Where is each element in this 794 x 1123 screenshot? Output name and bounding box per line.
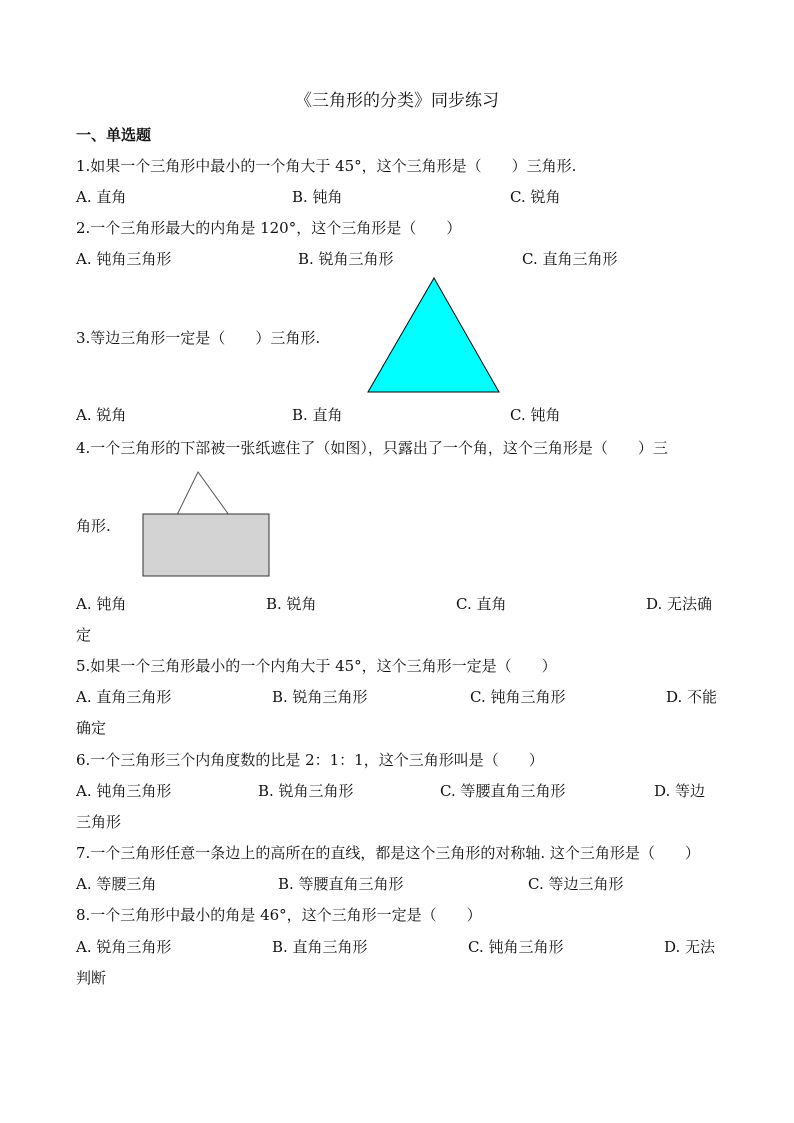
- question-4-stem-continued: 角形.: [76, 517, 111, 535]
- question-6-option-d-continued: 三角形: [76, 813, 122, 831]
- question-8-stem: 8.一个三角形中最小的角是 46°，这个三角形一定是（ ）: [76, 906, 482, 924]
- question-7-stem: 7.一个三角形任意一条边上的高所在的直线，都是这个三角形的对称轴. 这个三角形是（ ）: [76, 844, 700, 862]
- question-6-option-d: D. 等边: [654, 782, 706, 800]
- section-heading: 一、单选题: [76, 126, 152, 144]
- question-1-option-c: C. 锐角: [510, 188, 561, 206]
- question-7-option-c: C. 等边三角形: [528, 875, 624, 893]
- question-8-option-c: C. 钝角三角形: [468, 938, 564, 956]
- question-2-stem: 2.一个三角形最大的内角是 120°，这个三角形是（ ）: [76, 219, 462, 237]
- question-7-option-b: B. 等腰直角三角形: [278, 875, 404, 893]
- question-4-option-c: C. 直角: [456, 595, 507, 613]
- question-6-stem: 6.一个三角形三个内角度数的比是 2：1：1，这个三角形叫是（ ）: [76, 751, 544, 769]
- question-5-option-d-continued: 确定: [76, 719, 107, 737]
- question-8-option-d: D. 无法: [664, 938, 716, 956]
- question-8-option-b: B. 直角三角形: [272, 938, 368, 956]
- question-4-option-a: A. 钝角: [76, 595, 127, 613]
- question-2-option-a: A. 钝角三角形: [76, 250, 172, 268]
- question-4-option-d: D. 无法确: [646, 595, 713, 613]
- question-8-option-a: A. 锐角三角形: [76, 938, 172, 956]
- question-5-option-b: B. 锐角三角形: [272, 688, 368, 706]
- question-6-option-c: C. 等腰直角三角形: [440, 782, 566, 800]
- question-5-stem: 5.如果一个三角形最小的一个内角大于 45°，这个三角形一定是（ ）: [76, 657, 557, 675]
- equilateral-triangle-figure: [362, 272, 506, 398]
- question-3-stem: 3.等边三角形一定是（ ）三角形.: [76, 329, 321, 347]
- question-8-option-d-continued: 判断: [76, 969, 107, 987]
- question-1-option-a: A. 直角: [76, 188, 127, 206]
- question-1-option-b: B. 钝角: [292, 188, 343, 206]
- question-5-option-c: C. 钝角三角形: [470, 688, 566, 706]
- question-6-option-b: B. 锐角三角形: [258, 782, 354, 800]
- question-5-option-a: A. 直角三角形: [76, 688, 172, 706]
- question-4-option-d-continued: 定: [76, 626, 92, 644]
- question-3-option-a: A. 锐角: [76, 406, 127, 424]
- question-6-option-a: A. 钝角三角形: [76, 782, 172, 800]
- page-title: 《三角形的分类》同步练习: [295, 91, 499, 111]
- question-4-option-b: B. 锐角: [266, 595, 317, 613]
- covered-triangle-figure: [140, 468, 274, 580]
- question-2-option-c: C. 直角三角形: [522, 250, 618, 268]
- question-4-stem: 4.一个三角形的下部被一张纸遮住了（如图），只露出了一个角，这个三角形是（ ）三: [76, 439, 668, 457]
- question-2-option-b: B. 锐角三角形: [298, 250, 394, 268]
- question-1-stem: 1.如果一个三角形中最小的一个角大于 45°，这个三角形是（ ）三角形.: [76, 157, 577, 175]
- question-5-option-d: D. 不能: [666, 688, 718, 706]
- question-3-option-c: C. 钝角: [510, 406, 561, 424]
- question-7-option-a: A. 等腰三角: [76, 875, 157, 893]
- question-3-option-b: B. 直角: [292, 406, 343, 424]
